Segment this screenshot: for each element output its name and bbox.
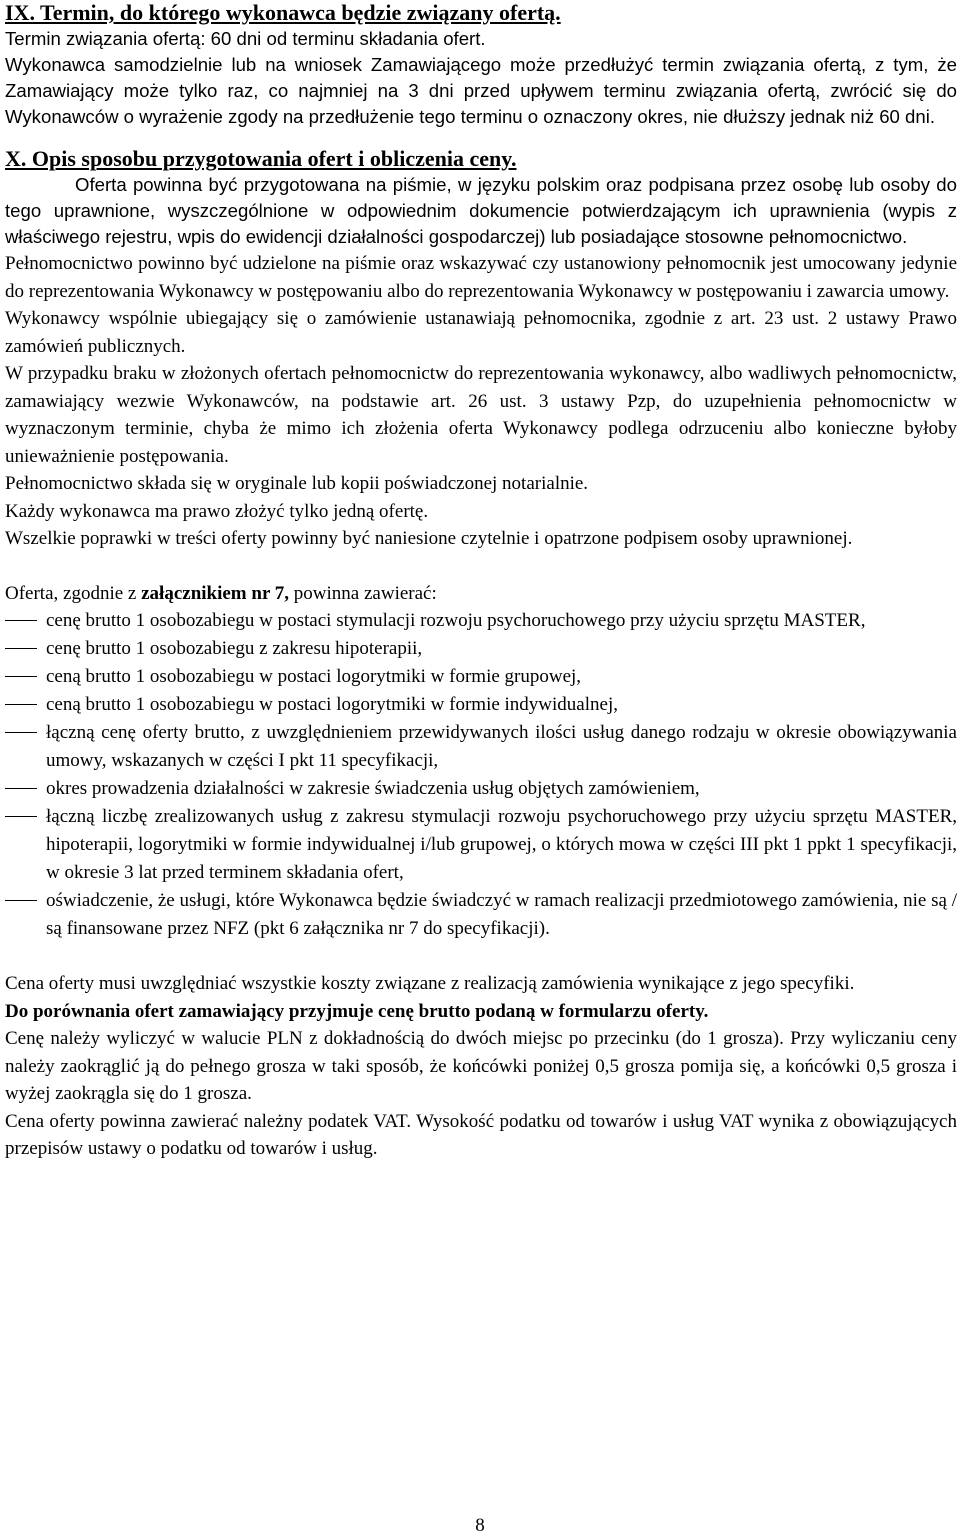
cost-inclusion-paragraph: Cena oferty musi uwzględniać wszystkie koszty związane z realizacją zamówienia wynikające z jego specyfiki. bbox=[5, 973, 855, 994]
dash-bullet-icon bbox=[5, 676, 37, 677]
dash-bullet-icon bbox=[5, 900, 37, 901]
price-calculation-paragraph: Cenę należy wyliczyć w walucie PLN z dokładnością do dwóch miejsc po przecinku (do 1 grosza). Przy wyliczaniu ceny należy zaokrąglić ją do pełnego grosza w taki sposób, że końcówki poniżej 0,5 grosza pomija się, a końcówki 0,5 grosza i wyżej zaokrągla się do 1 grosza. bbox=[5, 1028, 957, 1104]
dash-bullet-icon bbox=[5, 816, 37, 817]
offer-contents-intro: Oferta, zgodnie z załącznikiem nr 7, powinna zawierać: bbox=[5, 582, 437, 604]
single-offer-paragraph: Każdy wykonawca ma prawo złożyć tylko jedną ofertę. bbox=[5, 500, 429, 522]
offer-contents-list bbox=[5, 607, 957, 943]
list-item: łączną liczbę zrealizowanych usług z zakresu stymulacji rozwoju psychoruchowego przy użyciu sprzętu MASTER, hipoterapii, logorytmiki w formie indywidualnej i/lub grupowej, o których mowa w części III pkt 1 ppkt 1 specyfikacji, w okresie 3 lat przed terminem składania ofert, bbox=[5, 803, 957, 887]
list-item: cenę brutto 1 osobozabiegu w postaci stymulacji rozwoju psychoruchowego przy użyciu sprzętu MASTER, bbox=[5, 607, 957, 635]
notarial-copy-paragraph: Pełnomocnictwo składa się w oryginale lub kopii poświadczonej notarialnie. bbox=[5, 473, 589, 494]
section-heading-ix: IX. Termin, do którego wykonawca będzie związany ofertą. bbox=[5, 0, 561, 25]
missing-authorization-paragraph: W przypadku braku w złożonych ofertach pełnomocnictw do reprezentowania wykonawcy, albo wadliwych pełnomocnictw, zamawiający wezwie Wykonawców, na podstawie art. 26 ust. 3 ustawy Pzp, do uzupełnienia pełnomocnictw w wyznaczonym terminie, chyba że mimo ich złożenia oferta Wykonawcy podlega odrzuceniu albo konieczne byłoby unieważnienie postępowania. bbox=[5, 363, 957, 467]
offer-form-paragraph: Oferta powinna być przygotowana na piśmie, w języku polskim oraz podpisana przez osobę lub osoby do tego uprawnione, wyszczególnione w odpowiednim dokumencie potwierdzającym ich uprawnienia (wypis z właściwego rejestru, wpis do ewidencji działalności gospodarczej) lub posiadające stosowne pełnomocnictwo. bbox=[5, 174, 957, 247]
corrections-paragraph: Wszelkie poprawki w treści oferty powinny być naniesione czytelnie i opatrzone podpisem osoby uprawnionej. bbox=[5, 528, 853, 549]
page-number: 8 bbox=[475, 1515, 485, 1536]
dash-bullet-icon bbox=[5, 732, 37, 733]
list-item: ceną brutto 1 osobozabiegu w postaci logorytmiki w formie indywidualnej, bbox=[5, 691, 957, 719]
list-item: oświadczenie, że usługi, które Wykonawca będzie świadczyć w ramach realizacji przedmiotowego zamówienia, nie są / są finansowane przez NFZ (pkt 6 załącznika nr 7 do specyfikacji). bbox=[5, 887, 957, 943]
list-item: łączną cenę oferty brutto, z uwzględnieniem przewidywanych ilości usług danego rodzaju w okresie obowiązywania umowy, wskazanych w części I pkt 11 specyfikacji, bbox=[5, 719, 957, 775]
list-item: ceną brutto 1 osobozabiegu w postaci logorytmiki w formie grupowej, bbox=[5, 663, 957, 691]
attachment-reference: załącznikiem nr 7, bbox=[141, 582, 290, 604]
dash-bullet-icon bbox=[5, 648, 37, 649]
dash-bullet-icon bbox=[5, 704, 37, 705]
joint-bidders-paragraph: Wykonawcy wspólnie ubiegający się o zamówienie ustanawiają pełnomocnika, zgodnie z art. 23 ust. 2 ustawy Prawo zamówień publicznych. bbox=[5, 308, 957, 357]
document-page bbox=[5, 0, 957, 1163]
price-comparison-paragraph: Do porównania ofert zamawiający przyjmuje cenę brutto podaną w formularzu oferty. bbox=[5, 1000, 709, 1022]
section-heading-x: X. Opis sposobu przygotowania ofert i obliczenia ceny. bbox=[5, 146, 517, 171]
list-item: okres prowadzenia działalności w zakresie świadczenia usług objętych zamówieniem, bbox=[5, 775, 957, 803]
dash-bullet-icon bbox=[5, 788, 37, 789]
term-extension-paragraph: Wykonawca samodzielnie lub na wniosek Zamawiającego może przedłużyć termin związania ofertą, z tym, że Zamawiający może tylko raz, co najmniej na 3 dni przed upływem terminu związania ofertą, zwrócić się do Wykonawców o wyrażenie zgody na przedłużenie tego terminu o oznaczony okres, nie dłuższy jednak niż 60 dni. bbox=[5, 54, 957, 127]
power-of-attorney-paragraph: Pełnomocnictwo powinno być udzielone na piśmie oraz wskazywać czy ustanowiony pełnomocnik jest umocowany jedynie do reprezentowania Wykonawcy w postępowaniu albo do reprezentowania Wykonawcy w postępowaniu i zawarcia umowy. bbox=[5, 253, 957, 302]
binding-term-text: Termin związania ofertą: 60 dni od terminu składania ofert. bbox=[5, 28, 486, 49]
dash-bullet-icon bbox=[5, 620, 37, 621]
list-item: cenę brutto 1 osobozabiegu z zakresu hipoterapii, bbox=[5, 635, 957, 663]
vat-paragraph: Cena oferty powinna zawierać należny podatek VAT. Wysokość podatku od towarów i usług VAT wynika z obowiązujących przepisów ustawy o podatku od towarów i usług. bbox=[5, 1110, 957, 1159]
